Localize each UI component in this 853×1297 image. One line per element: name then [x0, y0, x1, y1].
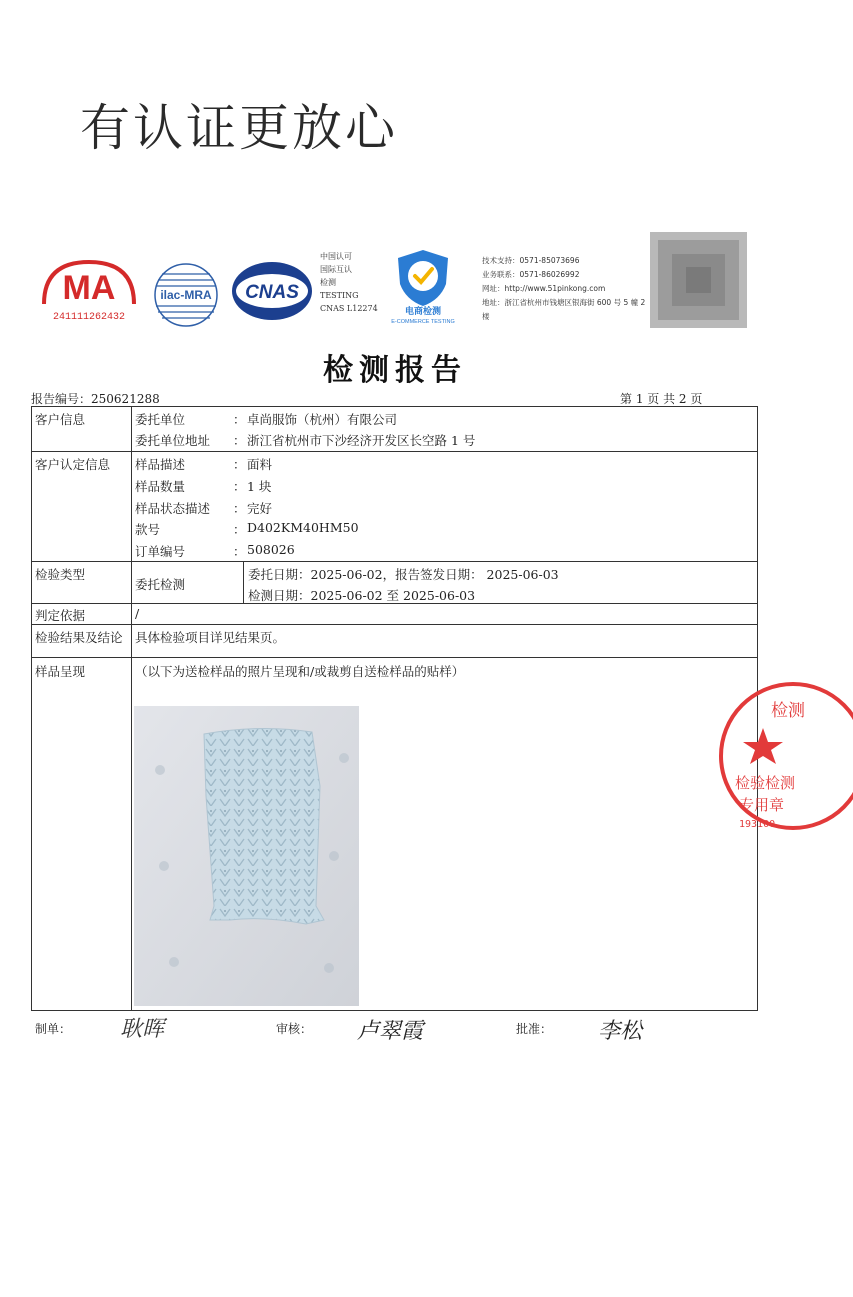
- confirm-sep: ：: [233, 501, 246, 516]
- inspection-type-value: 委托检测: [135, 577, 186, 592]
- testing-dates: 检测日期：2025-06-02 至 2025-06-03: [248, 588, 476, 603]
- client-name: 卓尚服饰（杭州）有限公司: [247, 412, 398, 427]
- inspection-seal-stamp: [733, 676, 853, 836]
- cnas-line: 检测: [320, 278, 336, 287]
- cnas-line: CNAS L12274: [320, 304, 378, 313]
- sample-label: 样品呈现: [35, 664, 86, 679]
- confirm-key: 样品数量: [135, 479, 186, 494]
- client-key: 委托单位地址: [135, 433, 211, 448]
- contact-line: 技术支持：0571-85073696: [482, 256, 580, 265]
- conclusion-label: 检验结果及结论: [35, 630, 123, 645]
- client-key: 委托单位: [135, 412, 186, 427]
- confirm-key: 款号: [135, 522, 161, 537]
- lab-contact-info: [482, 254, 647, 324]
- conclusion-value: 具体检验项目详见结果页。: [135, 630, 286, 645]
- client-confirm-label: 客户认定信息: [35, 457, 111, 472]
- confirm-sep: ：: [233, 457, 246, 472]
- cnas-line: 中国认可: [320, 252, 352, 261]
- cnas-caption: [320, 250, 378, 315]
- report-number-label: 报告编号：: [31, 392, 92, 406]
- maker-label: 制单：: [35, 1022, 72, 1036]
- stamp-top: 检测: [771, 701, 805, 721]
- reviewer-signature: 卢翠霞: [357, 1019, 424, 1044]
- approver-signature: 李松: [598, 1019, 643, 1044]
- maker-signature: 耿晖: [120, 1017, 165, 1042]
- stamp-bottom: 专用章: [739, 796, 785, 814]
- inspection-type-label: 检验类型: [35, 567, 86, 582]
- client-address: 浙江省杭州市下沙经济开发区长空路 1 号: [247, 433, 476, 448]
- ilac-mra-logo: [152, 262, 220, 328]
- confirm-value: D402KM40HM50: [247, 520, 359, 535]
- ilac-text: ilac-MRA: [160, 288, 212, 302]
- stamp-middle: 检验检测: [735, 774, 796, 792]
- confirm-value: 1 块: [247, 479, 272, 494]
- confirm-sep: ：: [233, 522, 246, 537]
- ecommerce-testing-logo: [388, 248, 458, 324]
- reviewer-label: 审核：: [276, 1022, 313, 1036]
- commission-dates: 委托日期：2025-06-02，报告签发日期： 2025-06-03: [248, 567, 559, 582]
- cma-letters: MA: [62, 269, 116, 307]
- cma-logo: [38, 256, 140, 326]
- approver-label: 批准：: [516, 1022, 553, 1036]
- ecom-cn: 电商检测: [404, 307, 442, 317]
- client-info-label: 客户信息: [35, 412, 86, 427]
- confirm-sep: ：: [233, 544, 246, 559]
- report-number-value: 250621288: [91, 392, 160, 406]
- confirm-key: 样品描述: [135, 457, 186, 472]
- report-number: [31, 390, 160, 407]
- contact-line: 地址：浙江省杭州市钱塘区银海街 600 号 5 幢 2 楼: [482, 298, 646, 321]
- client-sep: ：: [233, 412, 246, 427]
- qr-code-blurred: [650, 232, 747, 328]
- client-sep: ：: [233, 433, 246, 448]
- certification-logos: [0, 232, 790, 332]
- contact-line: 业务联系：0571-86026992: [482, 270, 580, 279]
- basis-label: 判定依据: [35, 608, 86, 623]
- cnas-logo: [230, 260, 314, 322]
- confirm-key: 样品状态描述: [135, 501, 211, 516]
- confirm-key: 订单编号: [135, 544, 186, 559]
- confirm-value: 完好: [247, 501, 273, 516]
- basis-value: /: [135, 606, 140, 621]
- ecom-en: E-COMMERCE TESTING: [391, 319, 455, 325]
- cnas-line: 国际互认: [320, 265, 352, 274]
- stamp-code: 193100: [739, 819, 776, 830]
- sample-note: （以下为送检样品的照片呈现和/或裁剪自送检样品的贴样）: [135, 664, 465, 679]
- contact-line: 网址：http://www.51pinkong.com: [482, 284, 606, 293]
- page-info: 第 1 页 共 2 页: [620, 392, 703, 406]
- report-title: 检测报告: [323, 353, 467, 388]
- confirm-sep: ：: [233, 479, 246, 494]
- cnas-line: TESTING: [320, 291, 359, 300]
- page-headline: 有认证更放心: [80, 99, 398, 157]
- cnas-text: CNAS: [245, 282, 299, 303]
- sample-fabric-photo: [134, 706, 359, 1006]
- cma-code: 241111262432: [52, 312, 126, 323]
- confirm-value: 面料: [247, 457, 273, 472]
- confirm-value: 508026: [247, 542, 295, 557]
